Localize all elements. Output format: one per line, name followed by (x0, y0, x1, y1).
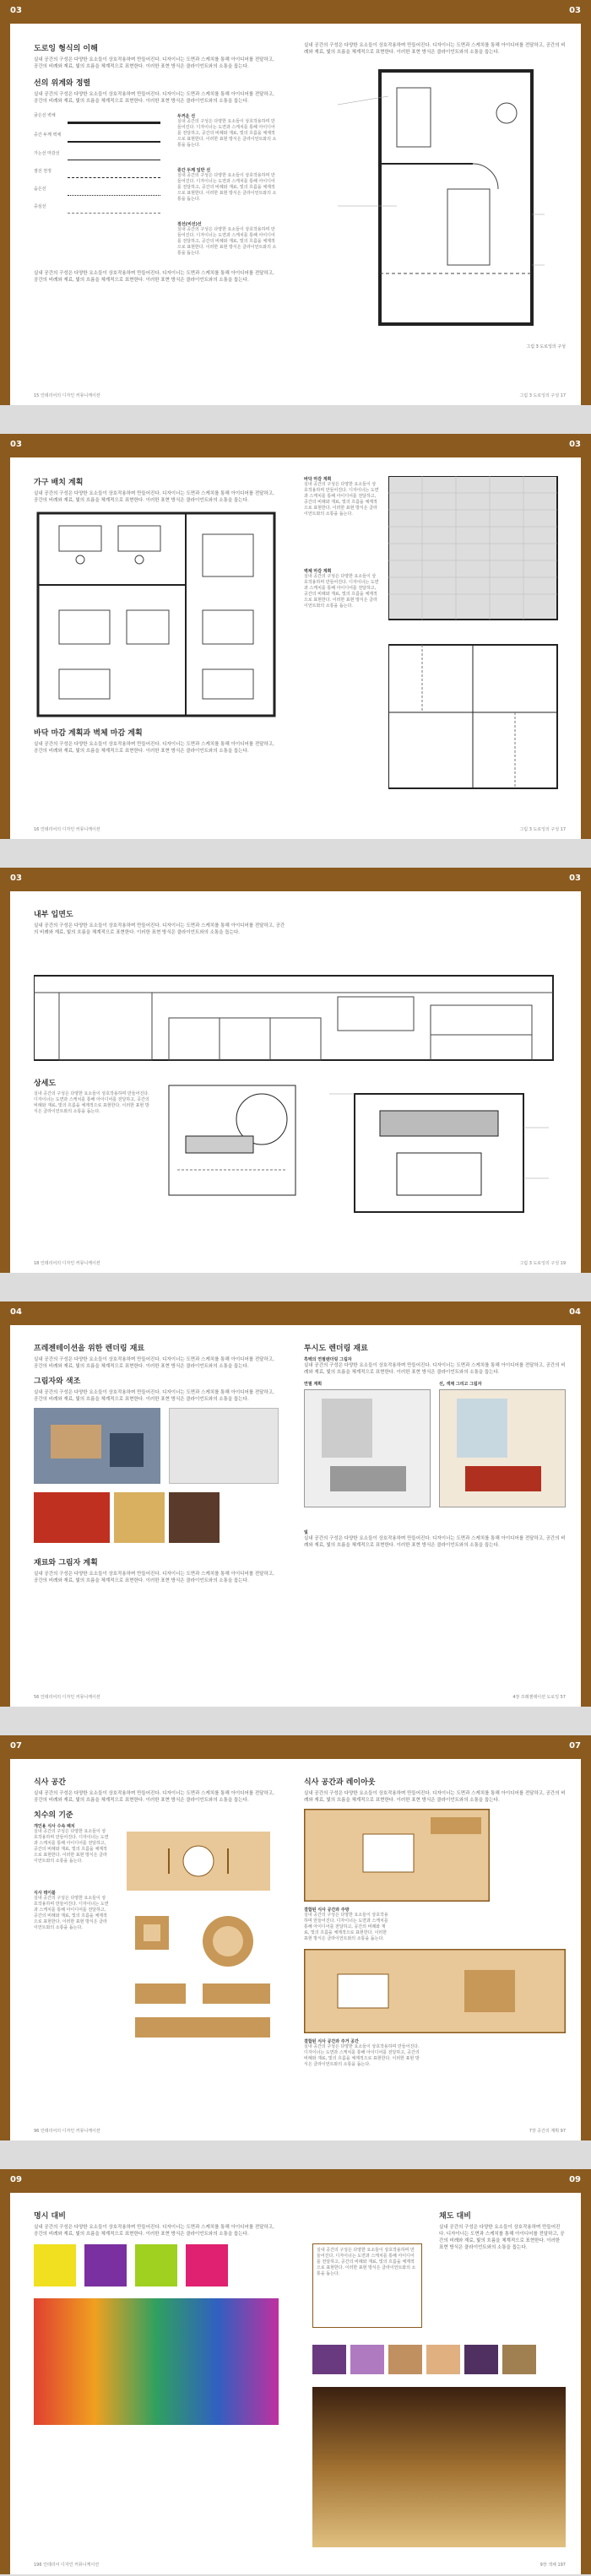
page-footer: 56 인테리어의 디자인 커뮤니케이션 (34, 1695, 100, 1700)
spread-4 (0, 1302, 591, 1707)
floor-plan-drawing (304, 62, 557, 341)
right-page (296, 2193, 574, 2574)
image-label: 개인용 식사 수속 패치 (34, 1824, 75, 1829)
chapter-number-right: 09 (569, 2175, 581, 2184)
interior-elevation (34, 971, 557, 1064)
dimension-diagrams (34, 1823, 279, 2059)
line-sample (68, 213, 160, 214)
page-footer: 4장 프레젠테이션 도로잉 57 (512, 1695, 566, 1700)
page-footer: 그림 3 도로잉의 구성 17 (519, 393, 566, 398)
top-bar (0, 0, 591, 24)
caption-text: 실내 공간의 구성은 다양한 요소들이 상호작용하며 만들어진다. 디자이너는 도면과 스케치를 통해 아이디어를 전달하고, 공간의 비례와 재료, 빛의 흐름을 체계적으로 표현한다. 이러한 표현 방식은 클라이언트와의 소통을 돕는다. (304, 1913, 388, 1941)
top-bar (0, 1735, 591, 1759)
section-heading: 바닥 마감 계획 (304, 477, 332, 482)
caption-text: 실내 공간의 구성은 다양한 요소들이 상호작용하며 만들어진다. 디자이너는 도면과 스케치를 통해 아이디어를 전달하고, 공간의 비례와 재료, 빛의 흐름을 체계적으로 표현한다. 이러한 표현 방식은 클라이언트와의 소통을 돕는다. (34, 1896, 109, 1930)
chapter-number-left: 03 (10, 874, 22, 883)
legend-heading: 두꺼운 선 (177, 114, 196, 119)
page-heading: 식사 공간 (34, 1778, 66, 1787)
sub-heading: 상세도 (34, 1080, 57, 1088)
chapter-number-left: 03 (10, 6, 22, 15)
color-swatch (186, 2244, 228, 2286)
legend-heading: 점선(비선)선 (177, 222, 202, 227)
body-text: 실내 공간의 구성은 다양한 요소들이 상호작용하며 만들어진다. 디자이너는 도면과 스케치를 통해 아이디어를 전달하고, 공간의 비례와 재료, 빛의 흐름을 체계적으로 표현한다. 이러한 표현 방식은 클라이언트와의 소통을 돕는다. (304, 43, 566, 55)
saturation-swatches (312, 2345, 566, 2378)
right-edge (581, 2169, 591, 2574)
left-page (17, 1759, 287, 2140)
color-swatch (388, 2345, 422, 2374)
left-edge (0, 2169, 10, 2574)
color-swatch (502, 2345, 536, 2374)
sub-heading: 빛 (304, 1530, 308, 1535)
color-swatch (312, 2345, 346, 2374)
detail-drawing-left (160, 1077, 304, 1204)
page-heading: 가구 배치 계획 (34, 479, 84, 487)
line-sample (68, 122, 160, 124)
dining-living-plan (304, 1949, 566, 2033)
page-footer: 7장 공간의 계획 97 (529, 2129, 566, 2134)
color-swatches (34, 2244, 279, 2295)
right-page (296, 24, 574, 405)
right-edge (581, 434, 591, 839)
material-swatch (169, 1492, 220, 1543)
page-footer: 18 인테리어의 디자인 커뮤니케이션 (34, 1261, 100, 1266)
left-edge (0, 1735, 10, 2140)
color-swatch (350, 2345, 384, 2374)
legend-heading: 중간 두께 일반 선 (177, 168, 211, 173)
line-label: 가는선 마감선 (34, 151, 60, 156)
body-text: 실내 공간의 구성은 다양한 요소들이 상호작용하며 만들어진다. 디자이너는 도면과 스케치를 통해 아이디어를 전달하고, 공간의 비례와 재료, 빛의 흐름을 체계적으로 표현한다. 이러한 표현 방식은 클라이언트와의 소통을 돕는다. (34, 1572, 274, 1583)
chapter-number-left: 04 (10, 1307, 22, 1317)
image-label: 결합된 식사 공간과 주방 (304, 1908, 350, 1913)
left-page (17, 1325, 287, 1707)
page-heading: 식사 공간과 레이아웃 (304, 1778, 376, 1787)
body-text: 실내 공간의 구성은 다양한 요소들이 상호작용하며 만들어진다. 디자이너는 도면과 스케치를 통해 아이디어를 전달하고, 공간의 비례와 재료, 빛의 흐름을 체계적으로 표현한다. 이러한 표현 방식은 클라이언트와의 소통을 돕는다. (34, 742, 274, 754)
chapter-number-left: 09 (10, 2175, 22, 2184)
left-page (17, 24, 287, 405)
left-edge (0, 1302, 10, 1707)
body-text: 실내 공간의 구성은 다양한 요소들이 상호작용하며 만들어진다. 디자이너는 도면과 스케치를 통해 아이디어를 전달하고, 공간의 비례와 재료, 빛의 흐름을 체계적으로 표현한다. 이러한 표현 방식은 클라이언트와의 소통을 돕는다. (304, 1363, 566, 1375)
right-edge (581, 1735, 591, 2140)
caption-text: 실내 공간의 구성은 다양한 요소들이 상호작용하며 만들어진다. 디자이너는 도면과 스케치를 통해 아이디어를 전달하고, 공간의 비례와 재료, 빛의 흐름을 체계적으로 표현한다. 이러한 표현 방식은 클라이언트와의 소통을 돕는다. (304, 2044, 420, 2067)
furniture-plan (34, 509, 279, 720)
interior-photo (312, 2387, 566, 2547)
body-text: 실내 공간의 구성은 다양한 요소들이 상호작용하며 만들어진다. 디자이너는 도면과 스케치를 통해 아이디어를 전달하고, 공간의 비례와 재료, 빛의 흐름을 체계적으로 표현한다. 이러한 표현 방식은 클라이언트와의 소통을 돕는다. (34, 271, 274, 283)
sub-heading: 치수의 기준 (34, 1811, 73, 1820)
caption-text: 실내 공간의 구성은 다양한 요소들이 상호작용하며 만들어진다. 디자이너는 도면과 스케치를 통해 아이디어를 전달하고, 공간의 비례와 재료, 빛의 흐름을 체계적으로 표현한다. 이러한 표현 방식은 클라이언트와의 소통을 돕는다. (34, 1829, 109, 1864)
spread-1 (0, 0, 591, 405)
line-label: 점선 천정 (34, 169, 52, 174)
line-label: 숨은선 (34, 187, 46, 192)
chapter-number-left: 07 (10, 1741, 22, 1751)
chapter-number-right: 03 (569, 874, 581, 883)
spread-3 (0, 868, 591, 1273)
color-swatch (34, 2244, 76, 2286)
image-label: 식사 테이블 (34, 1891, 56, 1896)
line-label: 중심선 (34, 204, 46, 209)
sub-heading: 바닥 마감 계획과 벽체 마감 계획 (34, 729, 143, 738)
body-text: 실내 공간의 구성은 다양한 요소들이 상호작용하며 만들어진다. 디자이너는 도면과 스케치를 통해 아이디어를 전달하고, 공간의 비례와 재료, 빛의 흐름을 체계적으로 표현한다. 이러한 표현 방식은 클라이언트와의 소통을 돕는다. (34, 491, 274, 503)
page-footer: 16 인테리어의 디자인 커뮤니케이션 (34, 827, 100, 832)
color-swatch (426, 2345, 460, 2374)
sub-heading: 선의 위계와 정렬 (34, 79, 91, 88)
caption-text: 실내 공간의 구성은 다양한 요소들이 상호작용하며 만들어진다. 디자이너는 도면과 스케치를 통해 아이디어를 전달하고, 공간의 비례와 재료, 빛의 흐름을 체계적으로 표현한다. 이러한 표현 방식은 클라이언트와의 소통을 돕는다. (304, 482, 379, 517)
top-bar (0, 1302, 591, 1325)
page-footer: 196 인테리어 디자인 커뮤니케이션 (34, 2562, 100, 2568)
top-bar (0, 868, 591, 891)
right-edge (581, 868, 591, 1273)
line-label: 굵은선 벽체 (34, 113, 56, 118)
legend-text: 실내 공간의 구성은 다양한 요소들이 상호작용하며 만들어진다. 디자이너는 도면과 스케치를 통해 아이디어를 전달하고, 공간의 비례와 재료, 빛의 흐름을 체계적으로 표현한다. 이러한 표현 방식은 클라이언트와의 소통을 돕는다. (177, 227, 277, 256)
sub-heading: 흑백의 연필렌더링 그림자 (304, 1357, 352, 1362)
plan-note-1 (304, 1907, 388, 1942)
image-label: 결합된 식사 공간과 주거 공간 (304, 2039, 359, 2044)
body-text: 실내 공간의 구성은 다양한 요소들이 상호작용하며 만들어진다. 디자이너는 도면과 스케치를 통해 아이디어를 전달하고, 공간의 비례와 재료, 빛의 흐름을 체계적으로 표현한다. 이러한 표현 방식은 클라이언트와의 소통을 돕는다. (439, 2225, 565, 2250)
top-bar (0, 2169, 591, 2193)
material-swatch (114, 1492, 165, 1543)
page-heading: 도로잉 형식의 이해 (34, 45, 98, 53)
chapter-number-right: 03 (569, 6, 581, 15)
dining-kitchen-plan (304, 1809, 490, 1902)
spread-6 (0, 2169, 591, 2574)
line-sample (68, 177, 160, 178)
color-swatch (464, 2345, 498, 2374)
right-edge (581, 0, 591, 405)
right-edge (581, 1302, 591, 1707)
spread-content (17, 891, 574, 1273)
body-text: 실내 공간의 구성은 다양한 요소들이 상호작용하며 만들어진다. 디자이너는 도면과 스케치를 통해 아이디어를 전달하고, 공간의 비례와 재료, 빛의 흐름을 체계적으로 표현한다. 이러한 표현 방식은 클라이언트와의 소통을 돕는다. (304, 1791, 566, 1803)
page-heading: 명시 대비 (34, 2212, 66, 2221)
page-heading: 내부 입면도 (34, 911, 73, 919)
section-heading: 벽체 마감 계획 (304, 569, 332, 574)
body-text: 실내 공간의 구성은 다양한 요소들이 상호작용하며 만들어진다. 디자이너는 도면과 스케치를 통해 아이디어를 전달하고, 공간의 비례와 재료, 빛의 흐름을 체계적으로 표현한다. 이러한 표현 방식은 클라이언트와의 소통을 돕는다. (34, 2225, 274, 2237)
body-text: 실내 공간의 구성은 다양한 요소들이 상호작용하며 만들어진다. 디자이너는 도면과 스케치를 통해 아이디어를 전달하고, 공간의 비례와 재료, 빛의 흐름을 체계적으로 표현한다. 이러한 표현 방식은 클라이언트와의 소통을 돕는다. (34, 923, 285, 935)
note-box (312, 2243, 422, 2328)
body-text: 실내 공간의 구성은 다양한 요소들이 상호작용하며 만들어진다. 디자이너는 도면과 스케치를 통해 아이디어를 전달하고, 공간의 비례와 재료, 빛의 흐름을 체계적으로 표현한다. 이러한 표현 방식은 클라이언트와의 소통을 돕는다. (34, 57, 274, 69)
image-label: 연필 계획 (304, 1382, 323, 1387)
plan-note-2 (304, 2038, 422, 2068)
detail-drawing-right (312, 1077, 566, 1229)
page-heading: 프레젠테이션을 위한 렌더링 재료 (34, 1345, 145, 1353)
line-sample (68, 141, 160, 143)
floor-finish-plan (388, 476, 566, 797)
left-page (17, 457, 287, 839)
spread-5 (0, 1735, 591, 2140)
body-text: 실내 공간의 구성은 다양한 요소들이 상호작용하며 만들어진다. 디자이너는 도면과 스케치를 통해 아이디어를 전달하고, 공간의 비례와 재료, 빛의 흐름을 체계적으로 표현한다. 이러한 표현 방식은 클라이언트와의 소통을 돕는다. (34, 1357, 274, 1369)
legend-text: 실내 공간의 구성은 다양한 요소들이 상호작용하며 만들어진다. 디자이너는 도면과 스케치를 통해 아이디어를 전달하고, 공간의 비례와 재료, 빛의 흐름을 체계적으로 표현한다. 이러한 표현 방식은 클라이언트와의 소통을 돕는다. (177, 119, 277, 148)
material-swatch (34, 1492, 110, 1543)
left-page (17, 2193, 287, 2574)
page-footer: 15 인테리어의 디자인 커뮤니케이션 (34, 393, 100, 398)
body-text: 실내 공간의 구성은 다양한 요소들이 상호작용하며 만들어진다. 디자이너는 도면과 스케치를 통해 아이디어를 전달하고, 공간의 비례와 재료, 빛의 흐름을 체계적으로 표현한다. 이러한 표현 방식은 클라이언트와의 소통을 돕는다. (34, 1390, 274, 1402)
body-text: 실내 공간의 구성은 다양한 요소들이 상호작용하며 만들어진다. 디자이너는 도면과 스케치를 통해 아이디어를 전달하고, 공간의 비례와 재료, 빛의 흐름을 체계적으로 표현한다. 이러한 표현 방식은 클라이언트와의 소통을 돕는다. (34, 92, 274, 104)
rendering-comparison (304, 1381, 566, 1524)
page-footer: 그림 3 도로잉의 구성 17 (519, 827, 566, 832)
caption-text: 실내 공간의 구성은 다양한 요소들이 상호작용하며 만들어진다. 디자이너는 도면과 스케치를 통해 아이디어를 전달하고, 공간의 비례와 재료, 빛의 흐름을 체계적으로 표현한다. 이러한 표현 방식은 클라이언트와의 소통을 돕는다. (34, 1091, 149, 1114)
plan-image (169, 1408, 279, 1484)
legend-text: 실내 공간의 구성은 다양한 요소들이 상호작용하며 만들어진다. 디자이너는 도면과 스케치를 통해 아이디어를 전달하고, 공간의 비례와 재료, 빛의 흐름을 체계적으로 표현한다. 이러한 표현 방식은 클라이언트와의 소통을 돕는다. (177, 173, 277, 202)
chapter-number-right: 03 (569, 440, 581, 449)
sub-heading: 재료와 그림자 계획 (34, 1559, 98, 1567)
right-page (296, 1325, 574, 1707)
material-swatch (51, 1425, 101, 1458)
caption-text: 실내 공간의 구성은 다양한 요소들이 상호작용하며 만들어진다. 디자이너는 도면과 스케치를 통해 아이디어를 전달하고, 공간의 비례와 재료, 빛의 흐름을 체계적으로 표현한다. 이러한 표현 방식은 클라이언트와의 소통을 돕는다. (317, 2248, 416, 2276)
page-footer: 그림 3 도로잉의 구성 19 (519, 1261, 566, 1266)
material-swatch (110, 1433, 144, 1467)
left-edge (0, 0, 10, 405)
right-text-column (439, 2210, 566, 2251)
line-label: 중간 두께 벽체 (34, 133, 62, 138)
line-weight-samples (34, 113, 279, 265)
figure-caption: 그림 3 도로잉의 구성 (526, 344, 566, 349)
right-page (296, 1759, 574, 2140)
chapter-number-right: 04 (569, 1307, 581, 1317)
page-heading: 투시도 렌더링 재료 (304, 1345, 368, 1353)
top-bar (0, 434, 591, 457)
pencil-render (304, 1389, 431, 1507)
left-edge (0, 434, 10, 839)
page-footer: 96 인테리어의 디자인 커뮤니케이션 (34, 2129, 100, 2134)
line-sample (68, 195, 160, 196)
body-text: 실내 공간의 구성은 다양한 요소들이 상호작용하며 만들어진다. 디자이너는 도면과 스케치를 통해 아이디어를 전달하고, 공간의 비례와 재료, 빛의 흐름을 체계적으로 표현한다. 이러한 표현 방식은 클라이언트와의 소통을 돕는다. (304, 1536, 566, 1548)
color-swatch (135, 2244, 177, 2286)
color-render (439, 1389, 566, 1507)
stained-glass-photo (34, 2298, 279, 2425)
chapter-number-left: 03 (10, 440, 22, 449)
page-footer: 9장 색채 197 (539, 2562, 566, 2568)
sub-heading: 그림자와 색조 (34, 1377, 81, 1386)
color-swatch (84, 2244, 127, 2286)
right-page (296, 457, 574, 839)
body-text: 실내 공간의 구성은 다양한 요소들이 상호작용하며 만들어진다. 디자이너는 도면과 스케치를 통해 아이디어를 전달하고, 공간의 비례와 재료, 빛의 흐름을 체계적으로 표현한다. 이러한 표현 방식은 클라이언트와의 소통을 돕는다. (34, 1791, 274, 1803)
image-label: 선, 색채 그리고 그림자 (439, 1382, 482, 1387)
table-setting-diagrams (118, 1823, 279, 2051)
spread-2 (0, 434, 591, 839)
caption-text: 실내 공간의 구성은 다양한 요소들이 상호작용하며 만들어진다. 디자이너는 도면과 스케치를 통해 아이디어를 전달하고, 공간의 비례와 재료, 빛의 흐름을 체계적으로 표현한다. 이러한 표현 방식은 클라이언트와의 소통을 돕는다. (304, 574, 379, 609)
left-edge (0, 868, 10, 1273)
material-board (34, 1408, 279, 1551)
chapter-number-right: 07 (569, 1741, 581, 1751)
page-heading: 채도 대비 (439, 2212, 471, 2221)
